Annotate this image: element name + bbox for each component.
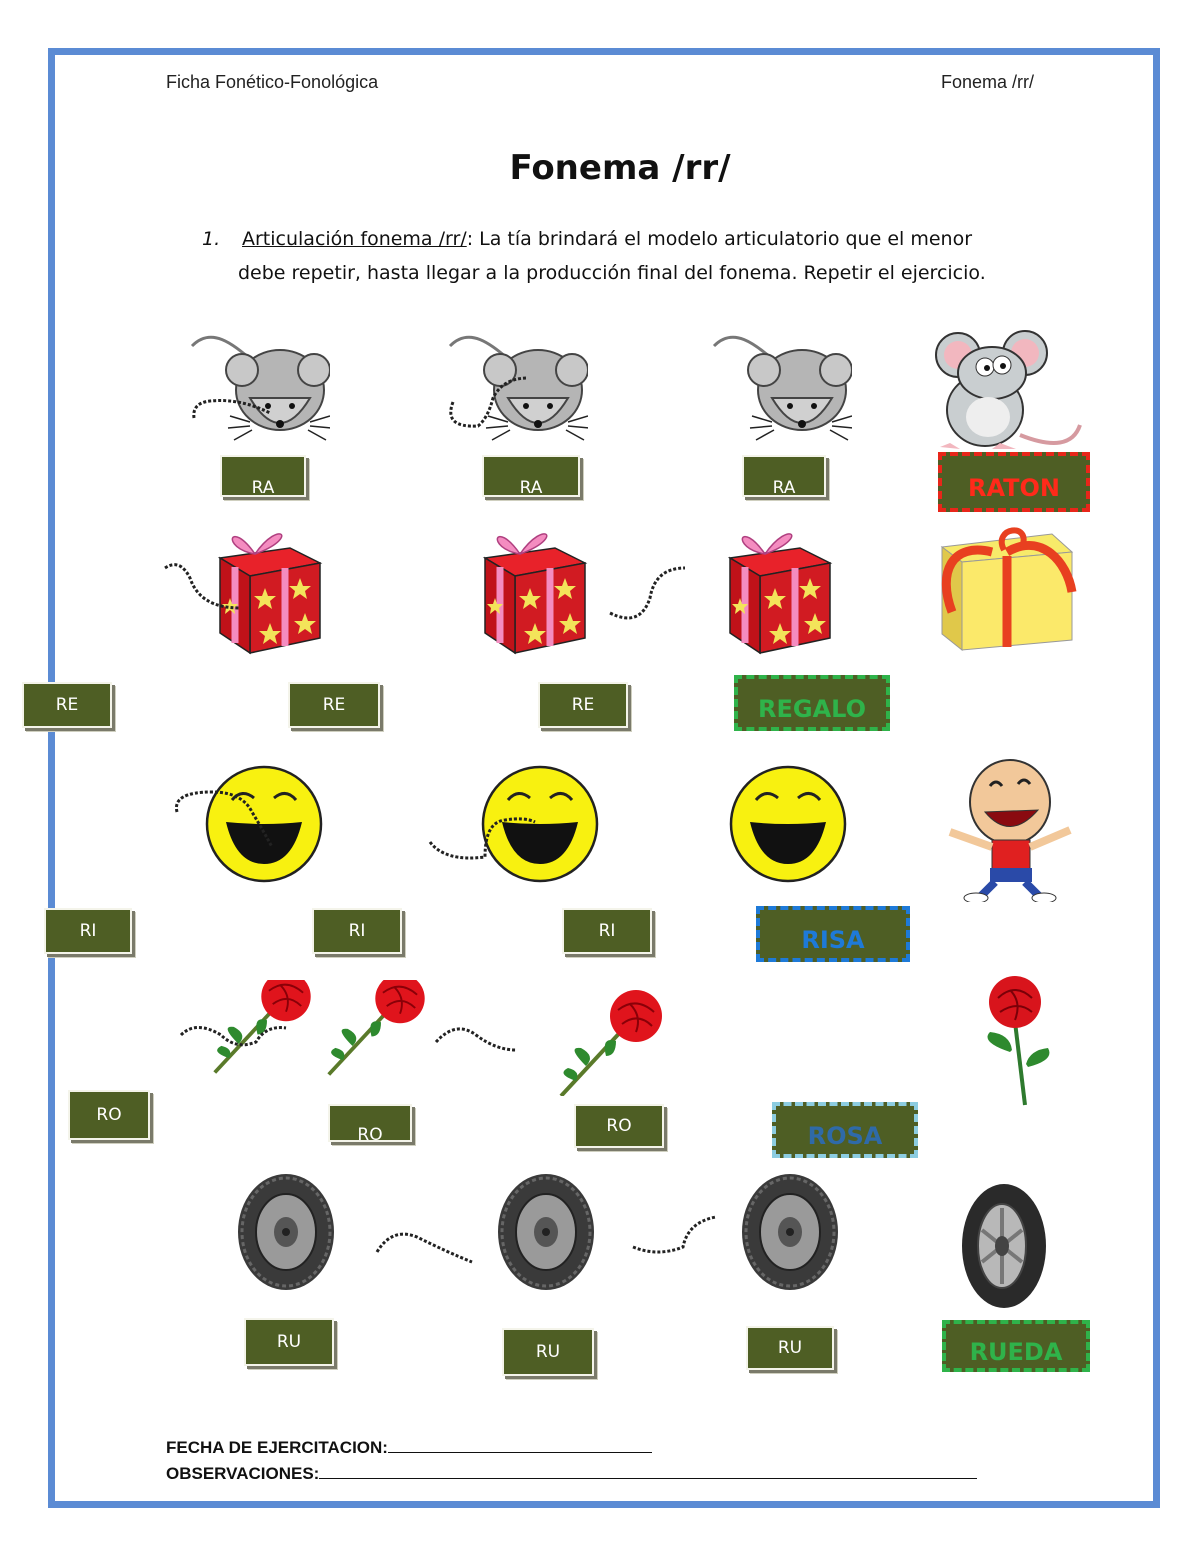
gift-icon xyxy=(160,518,330,658)
instruction-text-1: : La tía brindará el modelo articulatorio que el menor xyxy=(466,228,972,250)
fecha-line[interactable] xyxy=(388,1436,652,1453)
fecha-label: FECHA DE EJERCITACION: xyxy=(166,1438,388,1457)
yellow-gift-icon xyxy=(932,522,1080,652)
fecha-field[interactable] xyxy=(166,1436,652,1458)
syllable-button[interactable]: RU xyxy=(244,1318,334,1366)
laughing-boy-icon xyxy=(940,752,1080,902)
syllable-button[interactable]: RO xyxy=(328,1104,412,1142)
instruction-number: 1. xyxy=(202,228,221,250)
observaciones-field[interactable] xyxy=(166,1462,977,1484)
syllable-button[interactable]: RO xyxy=(574,1104,664,1148)
page-title: Fonema /rr/ xyxy=(509,148,731,188)
word-rosa[interactable]: ROSA xyxy=(772,1102,918,1158)
syllable-button[interactable]: RE xyxy=(288,682,380,728)
syllable-button[interactable]: RA xyxy=(742,455,826,497)
instruction-label: Articulación fonema /rr/ xyxy=(242,228,467,250)
rose-icon xyxy=(176,980,526,1084)
mouse-icon xyxy=(712,318,852,448)
smiley-icon xyxy=(172,762,332,886)
tire-icon xyxy=(954,1180,1054,1312)
tire-icon xyxy=(628,1172,846,1296)
syllable-button[interactable]: RU xyxy=(746,1326,834,1370)
mouse-icon xyxy=(190,318,330,448)
word-regalo[interactable]: REGALO xyxy=(734,675,890,731)
syllable-button[interactable]: RA xyxy=(220,455,306,497)
header-right: Fonema /rr/ xyxy=(941,72,1035,92)
instruction xyxy=(202,222,1002,290)
cartoon-mouse-icon xyxy=(930,325,1090,450)
observaciones-label: OBSERVACIONES: xyxy=(166,1464,320,1483)
syllable-button[interactable]: RE xyxy=(22,682,112,728)
syllable-button[interactable]: RI xyxy=(44,908,132,954)
syllable-button[interactable]: RE xyxy=(538,682,628,728)
syllable-button[interactable]: RO xyxy=(68,1090,150,1140)
instruction-text-2: debe repetir, hasta llegar a la producción final del fonema. Repetir el ejercicio. xyxy=(238,262,986,284)
syllable-button[interactable]: RI xyxy=(562,908,652,954)
tire-icon xyxy=(372,1172,602,1296)
tire-icon xyxy=(236,1172,340,1296)
rose-icon xyxy=(556,986,676,1096)
observaciones-line[interactable] xyxy=(319,1462,977,1479)
word-rueda[interactable]: RUEDA xyxy=(942,1320,1090,1372)
syllable-button[interactable]: RA xyxy=(482,455,580,497)
rose-icon xyxy=(970,972,1060,1107)
word-raton[interactable]: RATON xyxy=(938,452,1090,512)
syllable-button[interactable]: RI xyxy=(312,908,402,954)
header-left: Ficha Fonético-Fonológica xyxy=(166,72,379,92)
mouse-icon xyxy=(448,318,588,448)
smiley-icon xyxy=(425,762,605,886)
smiley-icon xyxy=(728,764,852,888)
syllable-button[interactable]: RU xyxy=(502,1328,594,1376)
word-risa[interactable]: RISA xyxy=(756,906,910,962)
gift-icon xyxy=(720,518,850,658)
gift-icon xyxy=(475,518,695,658)
